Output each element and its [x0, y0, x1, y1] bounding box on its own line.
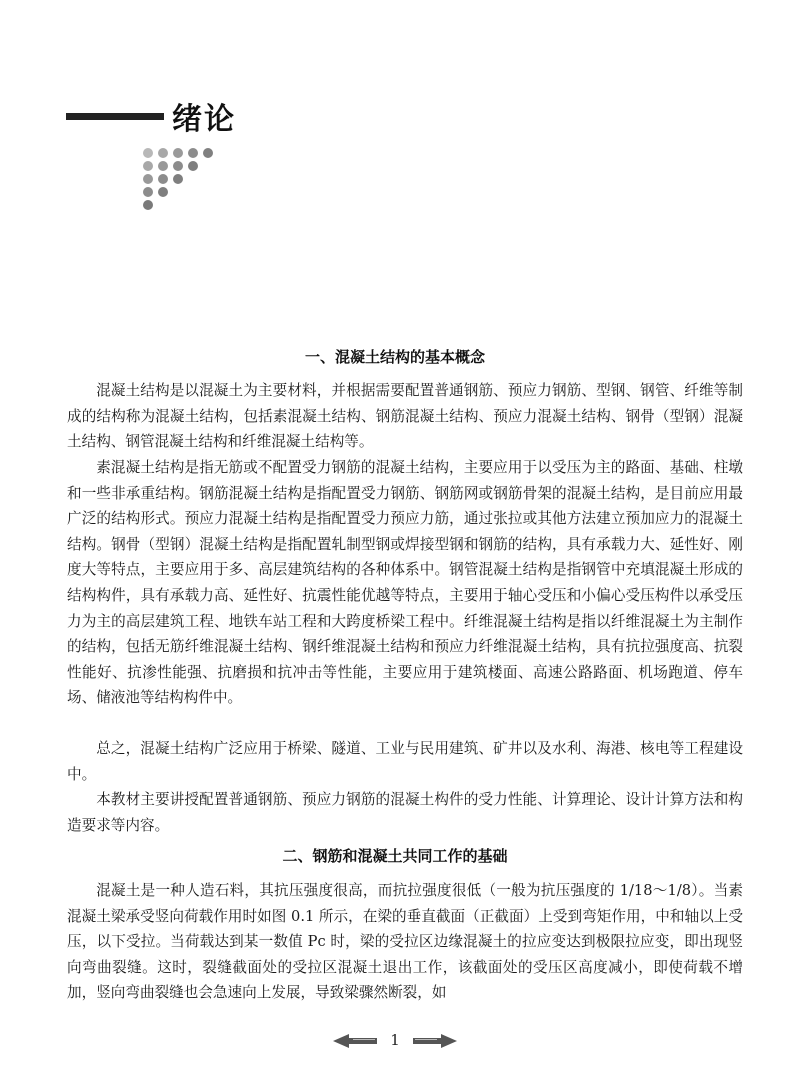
dot-icon	[143, 148, 153, 158]
dot-icon	[173, 148, 183, 158]
dot-icon	[143, 174, 153, 184]
dot-icon	[203, 148, 213, 158]
page-number: 1	[390, 1031, 400, 1049]
chapter-rule	[66, 113, 164, 120]
dot-icon	[158, 187, 168, 197]
dot-icon	[188, 161, 198, 171]
dot-icon	[143, 161, 153, 171]
dot-icon	[158, 161, 168, 171]
dot-icon	[143, 200, 153, 210]
paragraph: 混凝土结构是以混凝土为主要材料，并根据需要配置普通钢筋、预应力钢筋、型钢、钢管、纤维等制成的结构称为混凝土结构，包括素混凝土结构、钢筋混凝土结构、预应力混凝土结构、钢骨（型钢）混凝土结构、钢管混凝土结构和纤维混凝土结构等。	[67, 382, 743, 451]
dot-icon	[158, 174, 168, 184]
dot-icon	[173, 174, 183, 184]
dot-icon	[158, 148, 168, 158]
paragraph: 混凝土是一种人造石料，其抗压强度很高，而抗拉强度很低（一般为抗压强度的 1/18～1/8）。当素混凝土梁承受竖向荷载作用时如图 0.1 所示，在梁的垂直截面（正截面）上受到弯矩作用，中和轴以上受压，以下受拉。当荷载达到某一数值 Pc 时，梁的受拉区边缘混凝土的拉应变达到极限拉应变，即出现竖向弯曲裂缝。这时，裂缝截面处的受拉区混凝土退出工作，该截面处的受压区高度减小，即使荷载不增加，竖向弯曲裂缝也会急速向上发展，导致梁骤然断裂，如	[67, 882, 743, 1002]
dot-icon	[173, 161, 183, 171]
paragraph: 本教材主要讲授配置普通钢筋、预应力钢筋的混凝土构件的受力性能、计算理论、设计计算方法和构造要求等内容。	[67, 791, 743, 834]
paragraph: 素混凝土结构是指无筋或不配置受力钢筋的混凝土结构，主要应用于以受压为主的路面、基础、柱墩和一些非承重结构。钢筋混凝土结构是指配置受力钢筋、钢筋网或钢筋骨架的混凝土结构，是目前应用最广泛的结构形式。预应力混凝土结构是指配置受力预应力筋，通过张拉或其他方法建立预加应力的混凝土结构。钢骨（型钢）混凝土结构是指配置轧制型钢或焊接型钢和钢筋的结构，具有承载力大、延性好、刚度大等特点，主要应用于多、高层建筑结构的各种体系中。钢管混凝土结构是指钢管中充填混凝土形成的结构构件，具有承载力高、延性好、抗震性能优越等特点，主要用于轴心受压和小偏心受压构件以承受压力为主的高层建筑工程、地铁车站工程和大跨度桥梁工程中。纤维混凝土结构是指以纤维混凝土为主制作的结构，包括无筋纤维混凝土结构、钢纤维混凝土结构和预应力纤维混凝土结构，具有抗拉强度高、抗裂性能好、抗渗性能强、抗磨损和抗冲击等性能，主要应用于建筑楼面、高速公路路面、机场跑道、停车场、储液池等结构构件中。	[67, 459, 743, 707]
dot-icon	[143, 187, 153, 197]
right-arrow-icon	[413, 1034, 457, 1048]
paragraph: 总之，混凝土结构广泛应用于桥梁、隧道、工业与民用建筑、矿井以及水利、海港、核电等工程建设中。	[67, 740, 743, 783]
section-heading: 一、混凝土结构的基本概念	[304, 348, 485, 366]
chapter-title: 绪论	[172, 102, 236, 137]
dot-icon	[188, 148, 198, 158]
section-heading: 二、钢筋和混凝土共同工作的基础	[282, 847, 508, 865]
page-footer	[0, 1031, 790, 1049]
left-arrow-icon	[333, 1034, 377, 1048]
